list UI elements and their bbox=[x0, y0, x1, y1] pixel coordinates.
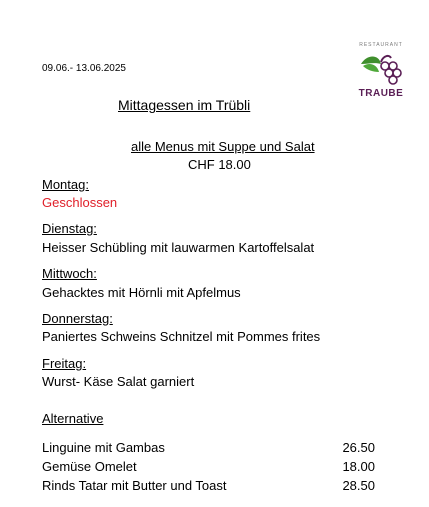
menu-title: Mittagessen im Trübli bbox=[118, 97, 251, 113]
alternative-item-price: 26.50 bbox=[342, 440, 375, 455]
dish-wednesday: Gehacktes mit Hörnli mit Apfelmus bbox=[42, 285, 241, 300]
day-label-friday: Freitag: bbox=[42, 356, 87, 371]
dish-monday: Geschlossen bbox=[42, 195, 118, 210]
restaurant-logo bbox=[351, 42, 411, 104]
alternative-item-price: 28.50 bbox=[342, 478, 375, 493]
day-label-tuesday: Dienstag: bbox=[42, 221, 97, 236]
date-range: 09.06.- 13.06.2025 bbox=[42, 63, 126, 74]
alternative-item-name: Gemüse Omelet bbox=[42, 459, 137, 474]
day-label-thursday: Donnerstag: bbox=[42, 311, 113, 326]
logo-top-text: RESTAURANT bbox=[359, 42, 403, 48]
alternative-item-name: Linguine mit Gambas bbox=[42, 440, 165, 455]
dish-thursday: Paniertes Schweins Schnitzel mit Pommes frites bbox=[42, 329, 321, 344]
day-label-monday: Montag: bbox=[42, 177, 89, 192]
alternative-heading: Alternative bbox=[42, 411, 104, 426]
menu-subtitle: alle Menus mit Suppe und Salat bbox=[131, 139, 315, 154]
menu-price: CHF 18.00 bbox=[188, 157, 251, 172]
logo-name-text: TRAUBE bbox=[358, 88, 404, 99]
alternative-item-name: Rinds Tatar mit Butter und Toast bbox=[42, 478, 227, 493]
alternative-item-price: 18.00 bbox=[342, 459, 375, 474]
grape-icon bbox=[357, 50, 405, 88]
day-label-wednesday: Mittwoch: bbox=[42, 266, 97, 281]
dish-friday: Wurst- Käse Salat garniert bbox=[42, 374, 195, 389]
dish-tuesday: Heisser Schübling mit lauwarmen Kartoffelsalat bbox=[42, 240, 315, 255]
